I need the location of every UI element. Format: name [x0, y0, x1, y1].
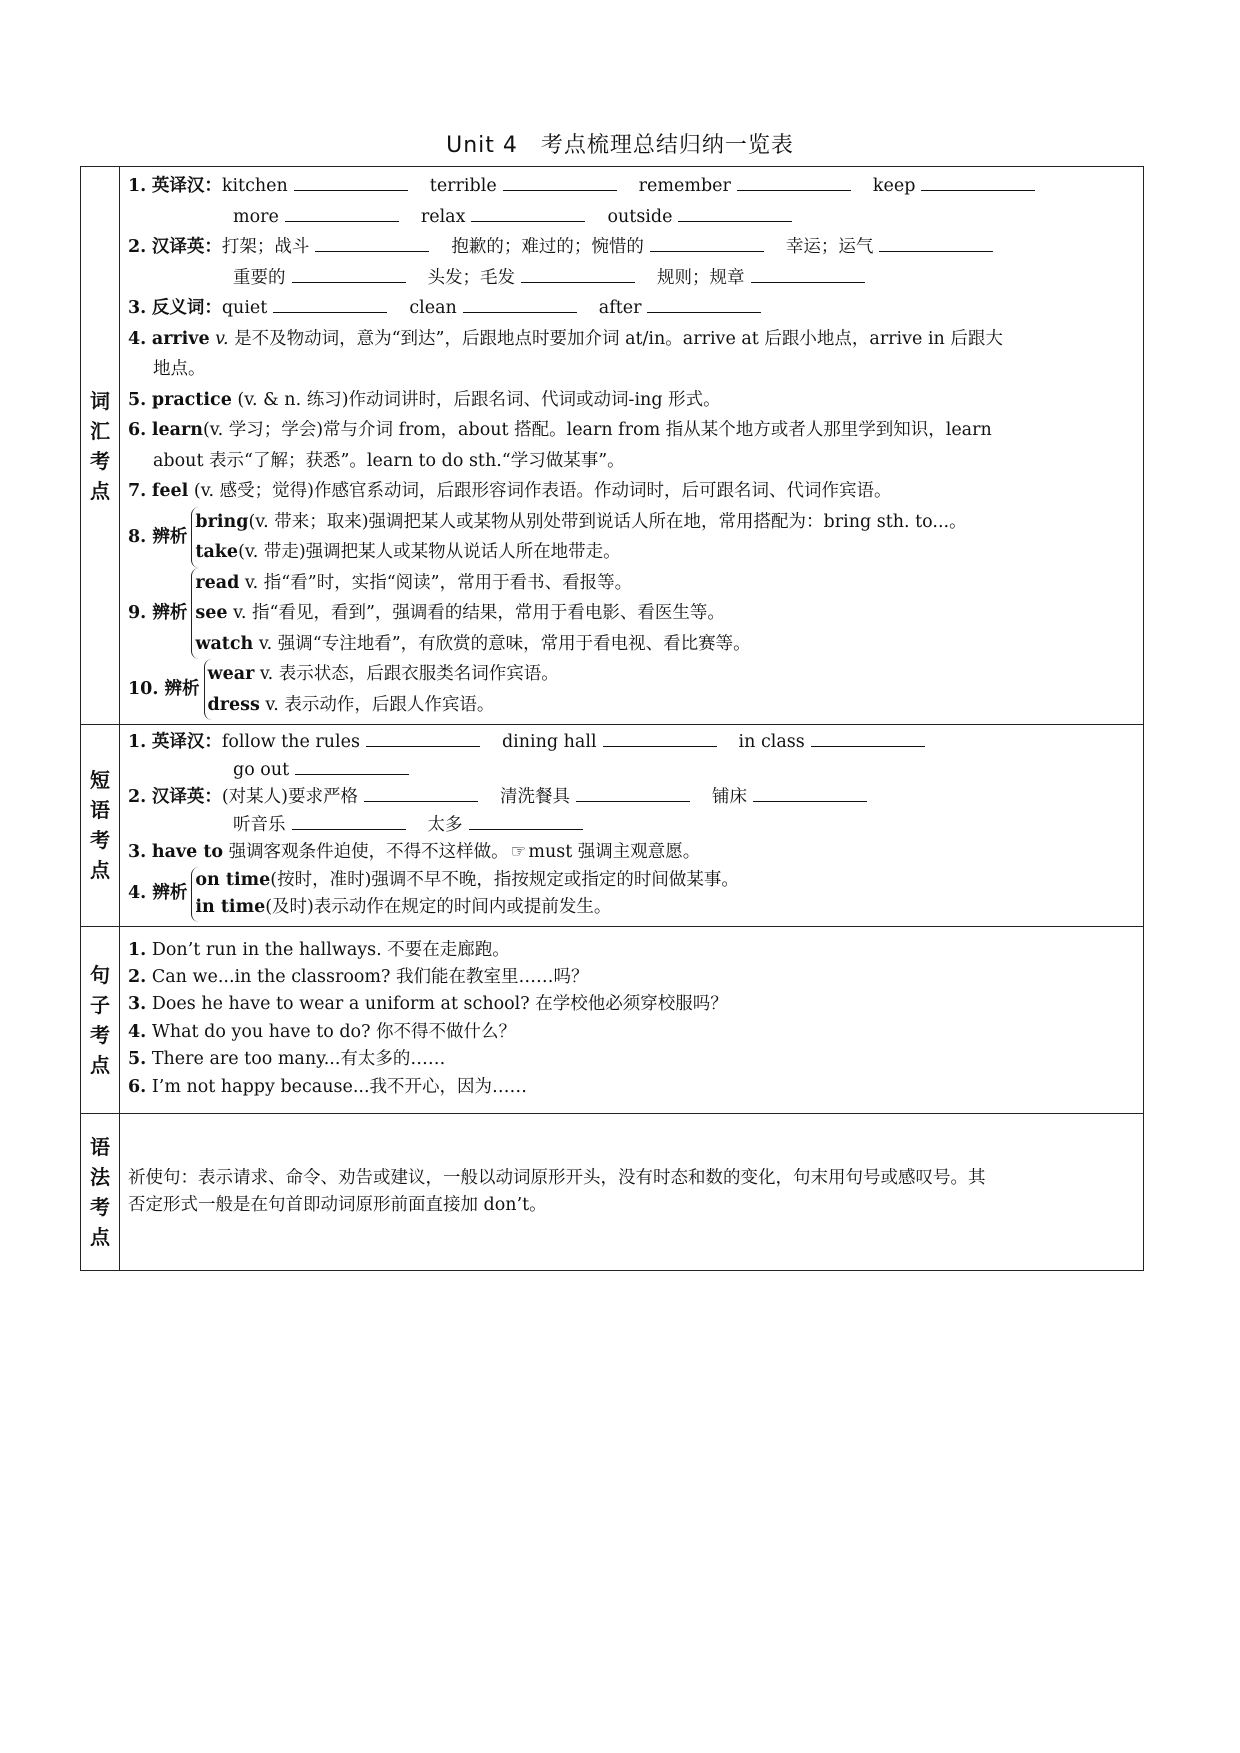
category-char: 考 [90, 1022, 110, 1047]
answer-blank[interactable] [292, 813, 406, 830]
grammar-line: 否定形式一般是在句首即动词原形前面直接加 don’t。 [128, 1194, 547, 1215]
brace-group: on time(按时，准时)强调不早不晚，指按规定或指定的时间做某事。 in time(及时)表示动作在规定的时间内或提前发生。 [191, 867, 739, 922]
category-char: 点 [90, 1224, 110, 1249]
category-char: 点 [90, 1052, 110, 1077]
vocab-item-9: 9. 辨析 read v. 指“看”时，实指“阅读”，常用于看书、看报等。 see v. 指“看见，看到”，强调看的结果，常用于看电影、看医生等。 watch v. 强调“专注地看”，有欣赏的意味，常用于看电视、看比赛等。 [128, 568, 1137, 660]
sentences-content [120, 926, 1144, 1113]
answer-blank[interactable] [469, 813, 583, 830]
page-title: Unit 4 考点梳理总结归纳一览表 [446, 133, 794, 158]
vocab-item-8: 8. 辨析 bring(v. 带来；取来)强调把某人或某物从别处带到说话人所在地，常用搭配为：bring sth. to...。 take(v. 带走)强调把某人或某物从说话人所在地带走。 [128, 507, 1137, 568]
answer-blank[interactable] [647, 296, 761, 313]
vocab-item-2-cont: 重要的 头发；毛发 规则；规章 [128, 263, 1137, 294]
brace-group: bring(v. 带来；取来)强调把某人或某物从别处带到说话人所在地，常用搭配为：bring sth. to...。 take(v. 带走)强调把某人或某物从说话人所在地带走。 [191, 507, 966, 568]
answer-blank[interactable] [603, 730, 717, 747]
answer-blank[interactable] [811, 730, 925, 747]
pointing-hand-icon: ☞ [510, 842, 527, 862]
answer-blank[interactable] [295, 758, 409, 775]
answer-blank[interactable] [650, 235, 764, 252]
sentence-item: 1. Don’t run in the hallways. 不要在走廊跑。 [128, 939, 510, 960]
answer-blank[interactable] [921, 174, 1035, 191]
answer-blank[interactable] [294, 174, 408, 191]
sentence-item: 4. What do you have to do? 你不得不做什么？ [128, 1021, 517, 1042]
phrases-category [81, 725, 120, 927]
phrases-item-2: 2. 汉译英：(对某人)要求严格 清洗餐具 铺床 [128, 784, 1137, 812]
phrases-item-3: 3. have to 强调客观条件迫使，不得不这样做。 ☞ must 强调主观意愿。 [128, 839, 1137, 867]
answer-blank[interactable] [463, 296, 577, 313]
answer-blank[interactable] [678, 205, 792, 222]
summary-table [80, 166, 1144, 1271]
category-char: 法 [90, 1164, 110, 1189]
grammar-category [81, 1113, 120, 1270]
answer-blank[interactable] [285, 205, 399, 222]
category-char: 考 [90, 1194, 110, 1219]
category-char: 考 [90, 448, 110, 473]
vocab-item-10: 10. 辨析 wear v. 表示状态，后跟衣服类名词作宾语。 dress v. 表示动作，后跟人作宾语。 [128, 659, 1137, 720]
brace-group: read v. 指“看”时，实指“阅读”，常用于看书、看报等。 see v. 指“看见，看到”，强调看的结果，常用于看电影、看医生等。 watch v. 强调“专注地看”，有欣赏的意味，常用于看电视、看比赛等。 [191, 568, 750, 660]
answer-blank[interactable] [737, 174, 851, 191]
answer-blank[interactable] [751, 266, 865, 283]
category-char: 短 [90, 768, 110, 793]
vocab-section [81, 167, 1144, 725]
sentence-item: 5. There are too many...有太多的…… [128, 1049, 446, 1070]
phrases-section [81, 725, 1144, 927]
vocab-item-6: 6. learn(v. 学习；学会)常与介词 from，about 搭配。learn from 指从某个地方或者人那里学到知识，learn [128, 420, 992, 440]
vocab-category [81, 167, 120, 725]
sentence-item: 6. I’m not happy because...我不开心，因为…… [128, 1076, 528, 1097]
answer-blank[interactable] [753, 785, 867, 802]
vocab-item-1: 1. 英译汉：kitchen terrible remember keep [128, 171, 1137, 202]
answer-blank[interactable] [292, 266, 406, 283]
answer-blank[interactable] [521, 266, 635, 283]
category-char: 点 [90, 858, 110, 883]
answer-blank[interactable] [503, 174, 617, 191]
category-char: 语 [90, 1134, 110, 1159]
vocab-item-7: 7. feel (v. 感受；觉得)作感官系动词，后跟形容词作表语。作动词时，后可跟名词、代词作宾语。 [128, 481, 892, 501]
answer-blank[interactable] [366, 730, 480, 747]
phrases-item-4: 4. 辨析 on time(按时，准时)强调不早不晚，指按规定或指定的时间做某事。 in time(及时)表示动作在规定的时间内或提前发生。 [128, 867, 1137, 922]
answer-blank[interactable] [471, 205, 585, 222]
phrases-item-1-cont: go out [128, 757, 1137, 785]
answer-blank[interactable] [273, 296, 387, 313]
vocab-item-1-cont: more relax outside [128, 202, 1137, 233]
vocab-item-5: 5. practice (v. & n. 练习)作动词讲时，后跟名词、代词或动词-ing 形式。 [128, 389, 721, 410]
brace-group: wear v. 表示状态，后跟衣服类名词作宾语。 dress v. 表示动作，后跟人作宾语。 [204, 659, 559, 720]
category-char: 汇 [90, 418, 110, 443]
answer-blank[interactable] [364, 785, 478, 802]
category-char: 子 [90, 992, 110, 1017]
category-char: 考 [90, 828, 110, 853]
answer-blank[interactable] [315, 235, 429, 252]
answer-blank[interactable] [879, 235, 993, 252]
phrases-item-1: 1. 英译汉：follow the rules dining hall in class [128, 729, 1137, 757]
category-char: 句 [90, 962, 110, 987]
vocab-item-2: 2. 汉译英：打架；战斗 抱歉的；难过的；惋惜的 幸运；运气 [128, 232, 1137, 263]
category-char: 语 [90, 798, 110, 823]
sentences-category [81, 926, 120, 1113]
grammar-content [120, 1113, 1144, 1270]
category-char: 点 [90, 478, 110, 503]
vocab-item-6-cont: about 表示“了解；获悉”。learn to do sth.“学习做某事”。 [153, 450, 625, 471]
vocab-item-4: 4. arrive v. 是不及物动词，意为“到达”，后跟地点时要加介词 at/in。arrive at 后跟小地点，arrive in 后跟大 [128, 328, 1003, 349]
sentence-item: 3. Does he have to wear a uniform at school? 在学校他必须穿校服吗？ [128, 994, 728, 1015]
sentences-section [81, 926, 1144, 1113]
vocab-content [120, 167, 1144, 725]
phrases-item-2-cont: 听音乐 太多 [128, 812, 1137, 840]
phrases-content [120, 725, 1144, 927]
answer-blank[interactable] [576, 785, 690, 802]
sentence-item: 2. Can we...in the classroom? 我们能在教室里……吗？ [128, 966, 589, 987]
category-char: 词 [90, 388, 110, 413]
grammar-section [81, 1113, 1144, 1270]
vocab-item-3: 3. 反义词：quiet clean after [128, 293, 1137, 324]
vocab-item-4-cont: 地点。 [153, 359, 206, 379]
grammar-line: 祈使句：表示请求、命令、劝告或建议，一般以动词原形开头，没有时态和数的变化，句末用句号或感叹号。其 [128, 1167, 986, 1188]
